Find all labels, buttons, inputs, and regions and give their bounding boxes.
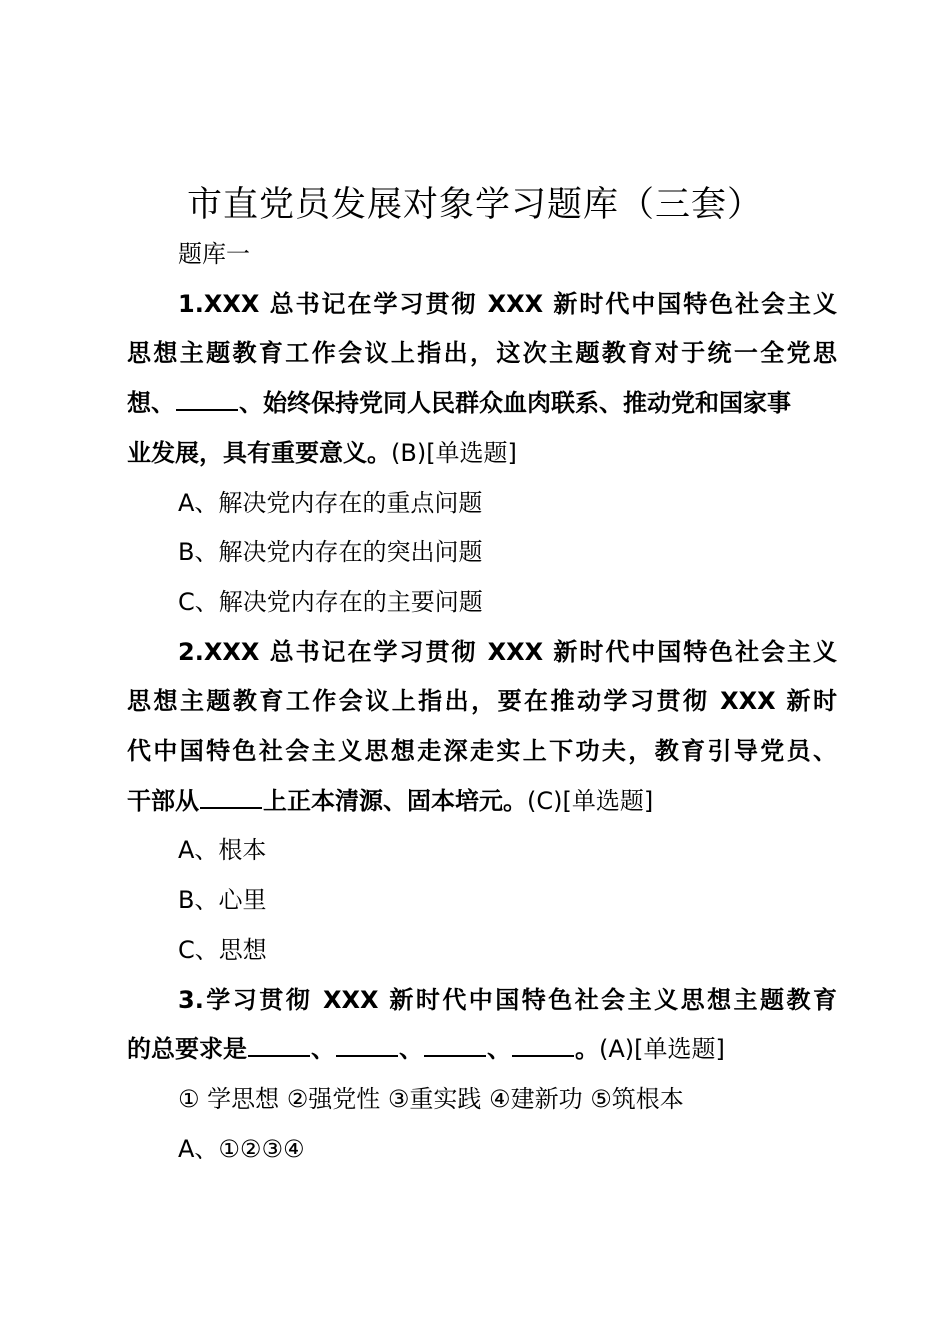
question-3: [127, 976, 837, 1175]
question-text-line: 代中国特色社会主义思想走深走实上下功夫，教育引导党员、: [127, 737, 837, 766]
question-text-segment: 的总要求是: [127, 1035, 247, 1064]
option-item: C、解决党内存在的主要问题: [178, 587, 483, 616]
question-text-segment: 业发展，具有重要意义。: [127, 438, 391, 467]
question-text-line: 思想主题教育工作会议上指出，这次主题教育对于统一全党思: [127, 339, 837, 368]
option-item: B、解决党内存在的突出问题: [178, 538, 483, 567]
question-text-segment: 、始终保持党同人民群众血肉联系、推动党和国家事: [239, 389, 791, 418]
question-text-line: [127, 429, 837, 479]
question-answer-type: (B)[单选题]: [391, 438, 517, 467]
section-label: 题库一: [178, 240, 250, 268]
question-1: [127, 280, 837, 628]
question-text-segment: 干部从: [127, 786, 199, 815]
answer-blank: [248, 1033, 310, 1057]
option-item: A、解决党内存在的重点问题: [178, 488, 483, 517]
question-text-line: [127, 1025, 837, 1075]
option-item: B、心里: [178, 886, 267, 915]
question-2: [127, 628, 837, 976]
answer-blank: [336, 1033, 398, 1057]
question-answer-type: (A)[单选题]: [599, 1035, 725, 1064]
answer-blank: [512, 1033, 574, 1057]
question-text-segment: 、: [311, 1035, 335, 1064]
question-text-segment: 。: [575, 1035, 599, 1064]
option-item: C、思想: [178, 935, 267, 964]
question-answer-type: (C)[单选题]: [527, 786, 654, 815]
question-text-segment: 、: [399, 1035, 423, 1064]
question-items-line: ① 学思想 ②强党性 ③重实践 ④建新功 ⑤筑根本: [178, 1084, 684, 1113]
question-text-line: 3.学习贯彻 XXX 新时代中国特色社会主义思想主题教育: [178, 985, 837, 1014]
question-text-line: [127, 777, 837, 827]
question-text-segment: 想、: [127, 389, 175, 418]
question-text-line: [127, 379, 837, 429]
document-body: [127, 230, 837, 1174]
question-text-segment: 上正本清源、固本培元。: [263, 786, 527, 815]
answer-blank: [176, 387, 238, 411]
option-item: A、①②③④: [178, 1134, 305, 1163]
answer-blank: [200, 785, 262, 809]
option-item: A、根本: [178, 836, 267, 865]
question-text-line: 1.XXX 总书记在学习贯彻 XXX 新时代中国特色社会主义: [178, 289, 837, 318]
question-text-line: 思想主题教育工作会议上指出，要在推动学习贯彻 XXX 新时: [127, 687, 837, 716]
document-title: 市直党员发展对象学习题库（三套）: [186, 185, 763, 225]
question-text-segment: 、: [487, 1035, 511, 1064]
question-text-line: 2.XXX 总书记在学习贯彻 XXX 新时代中国特色社会主义: [178, 637, 837, 666]
answer-blank: [424, 1033, 486, 1057]
